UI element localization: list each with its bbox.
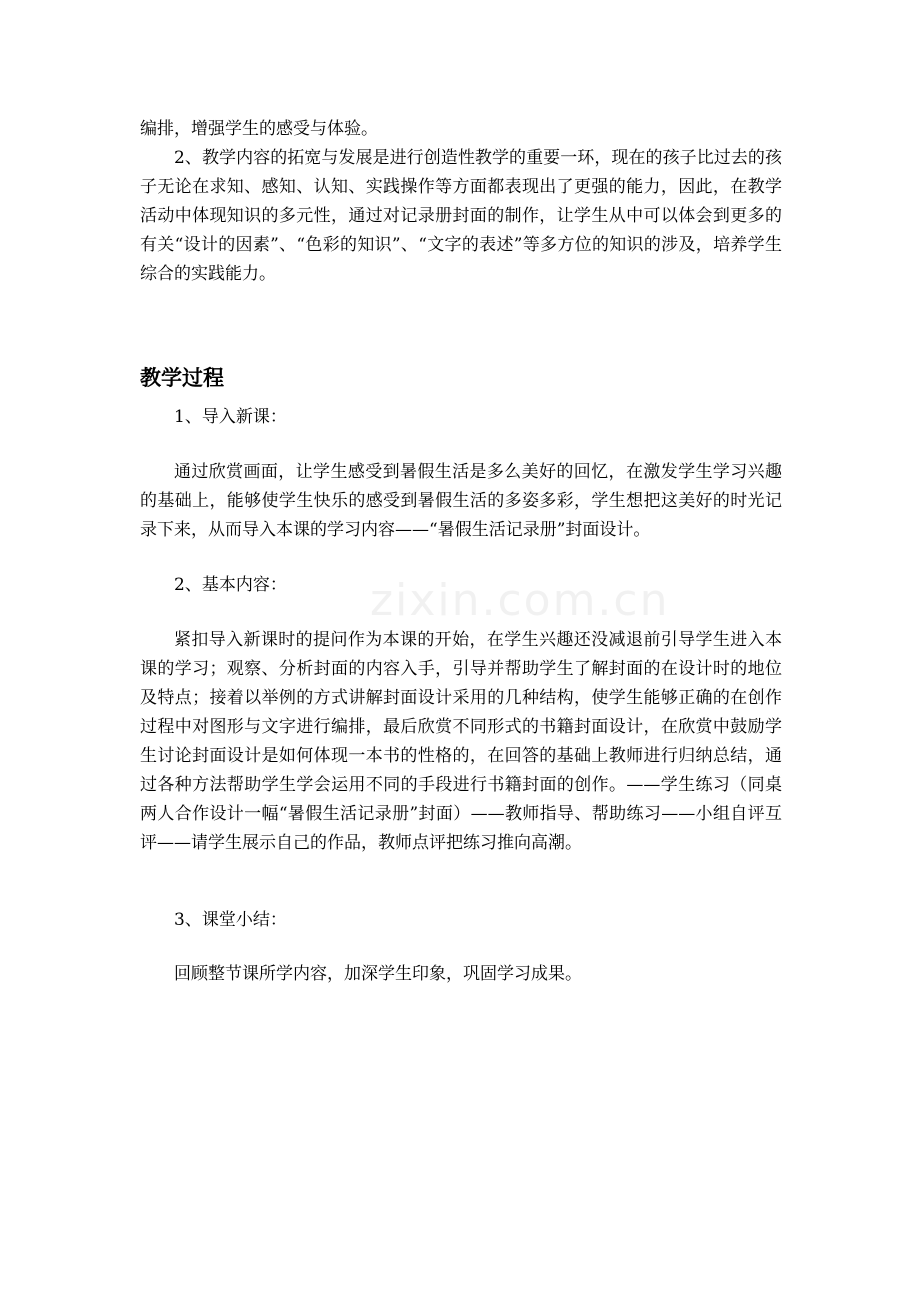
step-1-body: 通过欣赏画面，让学生感受到暑假生活是多么美好的回忆，在激发学生学习兴趣的基础上，能够使学生快乐的感受到暑假生活的多姿多彩，学生想把这美好的时光记录下来，从而导入本课的学习内容——“暑假生活记录册”封面设计。 xyxy=(140,462,782,540)
point-2-paragraph: 2、教学内容的拓宽与发展是进行创造性教学的重要一环，现在的孩子比过去的孩子无论在求知、感知、认知、实践操作等方面都表现出了更强的能力，因此，在教学活动中体现知识的多元性，通过对记录册封面的制作，让学生从中可以体会到更多的有关“设计的因素”、“色彩的知识”、“文字的表述”等多方位的知识的涉及，培养学生综合的实践能力。 xyxy=(140,148,782,284)
step-3-body: 回顾整节课所学内容，加深学生印象，巩固学习成果。 xyxy=(174,964,582,984)
watermark: zixin.com.cn xyxy=(370,575,670,626)
step-1-title: 1、导入新课： xyxy=(174,407,287,427)
section-title: 教学过程 xyxy=(140,366,224,390)
step-3-title: 3、课堂小结： xyxy=(174,910,287,930)
step-2-title: 2、基本内容： xyxy=(174,575,287,595)
intro-tail-paragraph: 编排，增强学生的感受与体验。 xyxy=(140,119,378,139)
step-2-body: 紧扣导入新课时的提问作为本课的开始，在学生兴趣还没减退前引导学生进入本课的学习；观察、分析封面的内容入手，引导并帮助学生了解封面的在设计时的地位及特点；接着以举例的方式讲解封面设计采用的几种结构，使学生能够正确的在创作过程中对图形与文字进行编排，最后欣赏不同形式的书籍封面设计，在欣赏中鼓励学生讨论封面设计是如何体现一本书的性格的，在回答的基础上教师进行归纳总结，通过各种方法帮助学生学会运用不同的手段进行书籍封面的创作。——学生练习（同桌两人合作设计一幅“暑假生活记录册”封面）——教师指导、帮助练习——小组自评互评——请学生展示自己的作品，教师点评把练习推向高潮。 xyxy=(140,630,782,853)
